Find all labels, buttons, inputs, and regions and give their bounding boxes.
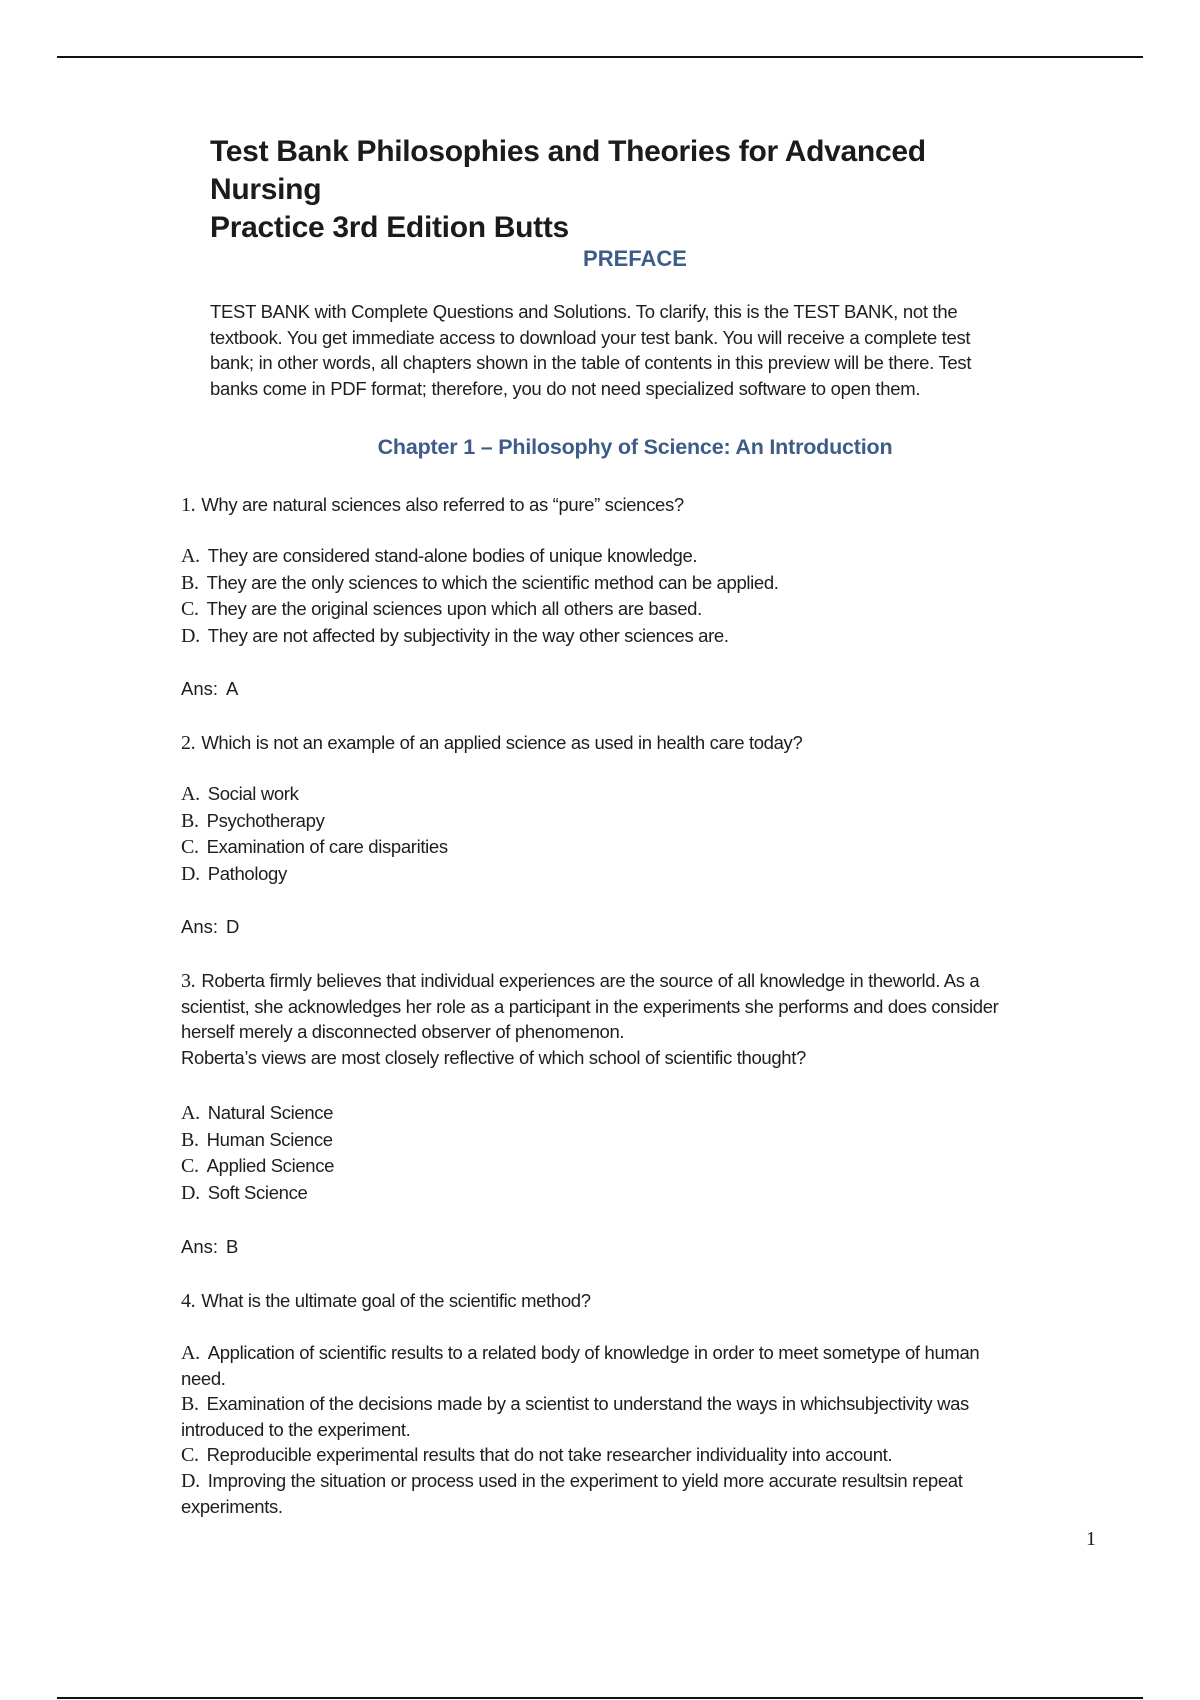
answer-label: Ans: bbox=[181, 1236, 219, 1257]
option-text: They are not affected by subjectivity in the way other sciences are. bbox=[207, 624, 729, 646]
question-3 bbox=[181, 968, 1026, 1044]
option-c bbox=[181, 596, 1026, 623]
option-d bbox=[181, 861, 1026, 888]
option-letter: D. bbox=[181, 1181, 200, 1204]
question-1-options bbox=[181, 543, 1026, 649]
option-text: They are considered stand-alone bodies of unique knowledge. bbox=[207, 545, 698, 566]
option-text: Social work bbox=[207, 783, 299, 804]
option-d bbox=[181, 1468, 1026, 1519]
option-text: Examination of the decisions made by a scientist to understand the ways in whichsubjectivity was introduced to the experiment. bbox=[181, 1393, 969, 1440]
option-letter: B. bbox=[181, 1128, 199, 1151]
option-text: Improving the situation or process used in the experiment to yield more accurate resultsin repeat experiments. bbox=[181, 1470, 963, 1517]
option-letter: B. bbox=[181, 1393, 199, 1415]
option-b bbox=[181, 570, 1026, 597]
question-4-options bbox=[181, 1340, 1026, 1519]
option-text: Reproducible experimental results that do not take researcher individuality into account. bbox=[206, 1444, 893, 1465]
answer-value: B bbox=[226, 1236, 239, 1257]
question-number: 2. bbox=[181, 732, 196, 754]
answer-1 bbox=[181, 678, 238, 700]
page-number: 1 bbox=[1086, 1528, 1096, 1550]
question-text: Why are natural sciences also referred to as “pure” sciences? bbox=[201, 494, 684, 515]
question-4 bbox=[181, 1288, 1026, 1314]
option-letter: A. bbox=[181, 545, 200, 567]
option-text: Pathology bbox=[207, 862, 287, 884]
option-letter: C. bbox=[181, 836, 199, 858]
option-letter: A. bbox=[181, 1102, 200, 1124]
option-letter: C. bbox=[181, 1155, 199, 1177]
option-b bbox=[181, 1127, 1026, 1154]
option-d bbox=[181, 623, 1026, 650]
option-b bbox=[181, 808, 1026, 835]
option-letter: C. bbox=[181, 1444, 199, 1466]
option-a bbox=[181, 1100, 1026, 1127]
option-a bbox=[181, 1340, 1026, 1391]
question-2 bbox=[181, 730, 1026, 756]
option-text: Application of scientific results to a related body of knowledge in order to meet sometype of human need. bbox=[181, 1342, 980, 1389]
chapter-heading: Chapter 1 – Philosophy of Science: An Introduction bbox=[377, 435, 893, 459]
option-text: Natural Science bbox=[207, 1102, 334, 1123]
option-letter: B. bbox=[181, 571, 199, 594]
top-rule bbox=[57, 56, 1143, 58]
answer-value: A bbox=[226, 678, 239, 699]
question-text: Which is not an example of an applied science as used in health care today? bbox=[201, 732, 803, 753]
answer-label: Ans: bbox=[181, 916, 219, 937]
option-letter: B. bbox=[181, 809, 199, 832]
question-number: 4. bbox=[181, 1290, 196, 1312]
question-3-options bbox=[181, 1100, 1026, 1206]
option-text: Human Science bbox=[206, 1128, 333, 1150]
option-letter: A. bbox=[181, 783, 200, 805]
title-line-1: Test Bank Philosophies and Theories for Advanced Nursing bbox=[210, 135, 926, 206]
question-text: Roberta firmly believes that individual experiences are the source of all knowledge in theworld. As a scientist, she acknowledges her role as a participant in the experiments she performs and does consider herself merely a disconnected observer of phenomenon. bbox=[181, 970, 999, 1042]
question-3-followup: Roberta’s views are most closely reflective of which school of scientific thought? bbox=[181, 1047, 806, 1068]
option-c bbox=[181, 1153, 1026, 1180]
answer-2 bbox=[181, 916, 239, 938]
option-letter: D. bbox=[181, 624, 200, 647]
question-number: 3. bbox=[181, 970, 196, 992]
preface-text: TEST BANK with Complete Questions and Solutions. To clarify, this is the TEST BANK, not the textbook. You get immediate access to download your test bank. You will receive a complete test bank; in other words, all chapters shown in the table of contents in this preview will be there. Test banks come in PDF format; therefore, you do not need specialized software to open them. bbox=[210, 301, 972, 399]
option-a bbox=[181, 781, 1026, 808]
document-title bbox=[210, 133, 1010, 247]
option-a bbox=[181, 543, 1026, 570]
question-number: 1. bbox=[181, 494, 196, 516]
title-line-2: Practice 3rd Edition Butts bbox=[210, 211, 569, 244]
bottom-rule bbox=[57, 1697, 1143, 1699]
option-text: Psychotherapy bbox=[206, 809, 325, 831]
answer-3 bbox=[181, 1236, 238, 1258]
answer-label: Ans: bbox=[181, 678, 219, 699]
option-letter: C. bbox=[181, 598, 199, 620]
answer-value: D bbox=[226, 916, 240, 937]
option-text: Soft Science bbox=[207, 1181, 308, 1203]
option-b bbox=[181, 1391, 1026, 1442]
option-letter: D. bbox=[181, 862, 200, 885]
option-d bbox=[181, 1180, 1026, 1207]
option-letter: A. bbox=[181, 1342, 200, 1364]
option-c bbox=[181, 834, 1026, 861]
option-text: They are the only sciences to which the scientific method can be applied. bbox=[206, 571, 779, 593]
option-text: Examination of care disparities bbox=[206, 836, 448, 857]
preface-heading: PREFACE bbox=[583, 246, 687, 271]
option-c bbox=[181, 1442, 1026, 1468]
option-letter: D. bbox=[181, 1470, 200, 1492]
question-2-options bbox=[181, 781, 1026, 887]
question-1 bbox=[181, 492, 1026, 518]
question-text: What is the ultimate goal of the scientific method? bbox=[201, 1290, 591, 1311]
option-text: Applied Science bbox=[206, 1155, 335, 1176]
option-text: They are the original sciences upon which all others are based. bbox=[206, 598, 702, 619]
